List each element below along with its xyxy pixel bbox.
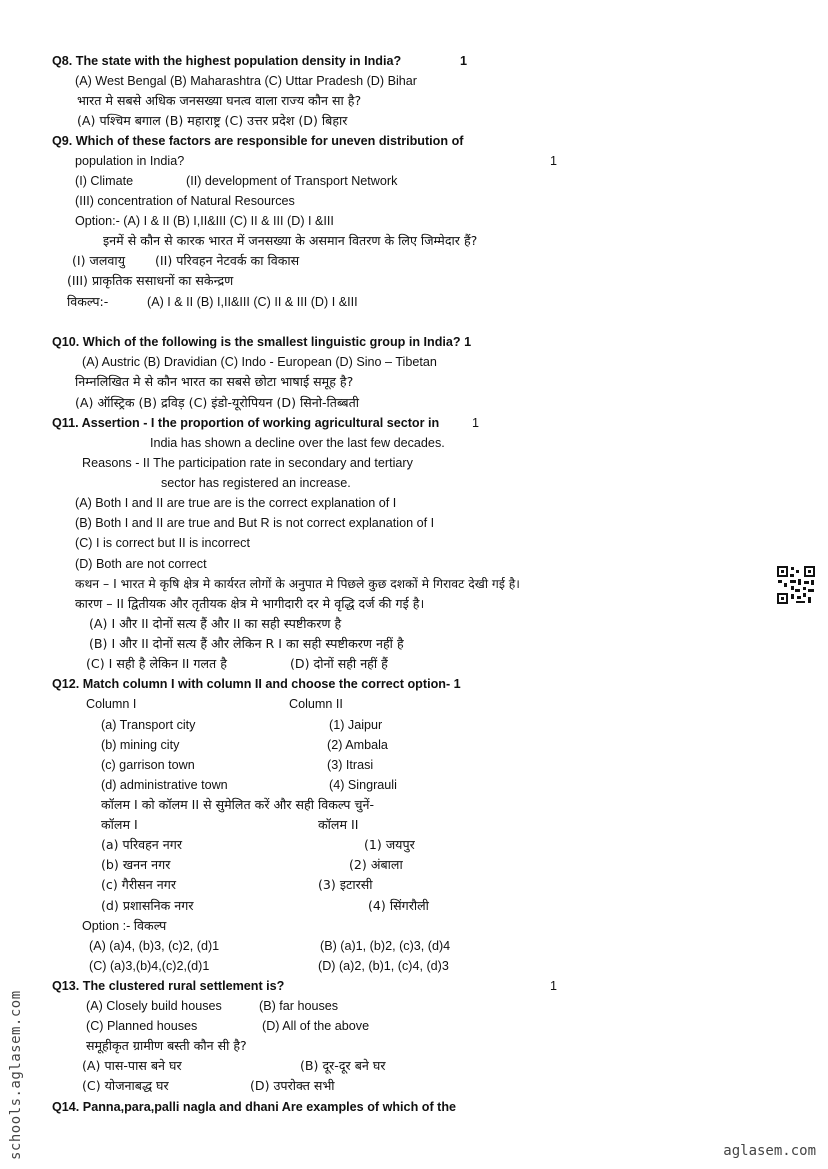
q13-option-d: (D) All of the above <box>262 1019 370 1033</box>
q13-hindi-option-a: (A) पास-पास बने घर <box>82 1058 182 1073</box>
q12-hindi-row-b-left: (b) खनन नगर <box>101 857 171 872</box>
q12-row-a-right: (1) Jaipur <box>329 718 383 732</box>
q12-hindi-column1-header: कॉलम I <box>101 817 138 832</box>
q11-reason-line2: sector has registered an increase. <box>161 476 351 490</box>
qr-code-icon <box>776 565 816 605</box>
q12-option-c: (C) (a)3,(b)4,(c)2,(d)1 <box>89 959 210 973</box>
q8-question: Q8. The state with the highest population density in India? <box>52 54 402 68</box>
q8-marks: 1 <box>460 54 468 68</box>
q9-hindi-options: (A) I & II (B) I,II&III (C) II & III (D) I &III <box>147 295 358 309</box>
q12-question: Q12. Match column I with column II and choose the correct option- 1 <box>52 677 461 691</box>
q8-hindi-question: भारत मे सबसे अधिक जनसख्या घनत्व वाला राज्य कौन सा है? <box>77 93 362 108</box>
q12-option-b: (B) (a)1, (b)2, (c)3, (d)4 <box>320 939 451 953</box>
q10-question: Q10. Which of the following is the smallest linguistic group in India? 1 <box>52 335 472 349</box>
q11-option-c: (C) I is correct but II is incorrect <box>75 536 250 550</box>
q13-option-b: (B) far houses <box>259 999 339 1013</box>
q9-question-line1: Q9. Which of these factors are responsible for uneven distribution of <box>52 134 464 148</box>
side-watermark: schools.aglasem.com <box>8 990 24 1160</box>
q12-row-b-left: (b) mining city <box>101 738 180 752</box>
q12-row-c-right: (3) Itrasi <box>327 758 374 772</box>
q12-option-label: Option :- विकल्प <box>82 919 167 933</box>
q11-option-b: (B) Both I and II are true and But R is not correct explanation of I <box>75 516 435 530</box>
q9-factor-ii: (II) development of Transport Network <box>186 174 398 188</box>
q13-option-c: (C) Planned houses <box>86 1019 198 1033</box>
q10-options: (A) Austric (B) Dravidian (C) Indo - European (D) Sino – Tibetan <box>82 355 437 369</box>
q9-hindi-question: इनमें से कौन से कारक भारत में जनसख्या के असमान वितरण के लिए जिम्मेदार हैं? <box>103 233 478 248</box>
q13-marks: 1 <box>550 979 558 993</box>
q11-hindi-option-d: (D) दोनों सही नहीं हैं <box>290 656 388 671</box>
q11-hindi-reason: कारण – II द्वितीयक और तृतीयक क्षेत्र मे भागीदारी दर मे वृद्धि दर्ज की गई है। <box>75 596 425 611</box>
q13-hindi-question: समूहीकृत ग्रामीण बस्ती कौन सी है? <box>86 1038 247 1053</box>
q11-assertion-line2: India has shown a decline over the last few decades. <box>150 436 445 450</box>
q12-option-d: (D) (a)2, (b)1, (c)4, (d)3 <box>318 959 449 973</box>
q12-hindi-column2-header: कॉलम II <box>318 817 359 832</box>
q13-hindi-option-b: (B) दूर-दूर बने घर <box>300 1058 386 1073</box>
q13-hindi-option-d: (D) उपरोक्त सभी <box>250 1078 335 1093</box>
q13-question: Q13. The clustered rural settlement is? <box>52 979 285 993</box>
q11-hindi-option-c: (C) I सही है लेकिन II गलत है <box>86 656 227 671</box>
q12-hindi-row-d-left: (d) प्रशासनिक नगर <box>101 898 194 913</box>
q9-factor-i: (I) Climate <box>75 174 134 188</box>
q12-row-b-right: (2) Ambala <box>327 738 388 752</box>
q12-row-d-left: (d) administrative town <box>101 778 228 792</box>
q12-hindi-row-c-left: (c) गैरीसन नगर <box>101 877 176 892</box>
q12-hindi-row-b-right: (2) अंबाला <box>349 857 403 872</box>
q12-hindi-row-d-right: (4) सिंगरौली <box>368 898 429 913</box>
footer-watermark: aglasem.com <box>723 1143 816 1159</box>
q11-reason-line1: Reasons - II The participation rate in secondary and tertiary <box>82 456 413 470</box>
q8-options: (A) West Bengal (B) Maharashtra (C) Uttar Pradesh (D) Bihar <box>75 74 417 88</box>
q10-hindi-question: निम्नलिखित मे से कौन भारत का सबसे छोटा भाषाई समूह है? <box>75 374 354 389</box>
q11-hindi-option-b: (B) I और II दोनों सत्य हैं और लेकिन R I का सही स्पष्टीकरण नहीं है <box>89 636 404 651</box>
q9-marks: 1 <box>550 154 558 168</box>
q11-hindi-option-a: (A) I और II दोनों सत्य हैं और II का सही स्पष्टीकरण है <box>89 616 342 631</box>
q11-hindi-assertion: कथन – I भारत मे कृषि क्षेत्र मे कार्यरत लोगों के अनुपात मे पिछले कुछ दशकों मे गिरावट देखी गई है। <box>75 577 520 591</box>
q9-hindi-factor-iii: (III) प्राकृतिक ससाधनों का सकेन्द्रण <box>67 273 234 288</box>
q9-question-line2: population in India? <box>75 154 185 168</box>
q12-hindi-row-a-left: (a) परिवहन नगर <box>101 837 183 852</box>
q12-column2-header: Column II <box>289 697 343 711</box>
q10-hindi-options: (A) ऑस्ट्रिक (B) द्रविड़ (C) इंडो-यूरोपियन (D) सिनो-तिब्बती <box>75 395 360 410</box>
q12-row-a-left: (a) Transport city <box>101 718 196 732</box>
q12-hindi-row-a-right: (1) जयपुर <box>364 837 415 852</box>
q12-row-d-right: (4) Singrauli <box>329 778 397 792</box>
q14-question: Q14. Panna,para,palli nagla and dhani Are examples of which of the <box>52 1100 457 1114</box>
q11-assertion-line1: Q11. Assertion - I the proportion of working agricultural sector in <box>52 416 440 430</box>
q9-hindi-factor-ii: (II) परिवहन नेटवर्क का विकास <box>155 253 300 268</box>
q9-hindi-factor-i: (I) जलवायु <box>72 253 125 268</box>
q12-hindi-question: कॉलम I को कॉलम II से सुमेलित करें और सही विकल्प चुनें- <box>101 797 374 812</box>
q12-hindi-row-c-right: (3) इटारसी <box>318 877 373 892</box>
q12-column1-header: Column I <box>86 697 137 711</box>
q9-options: Option:- (A) I & II (B) I,II&III (C) II & III (D) I &III <box>75 214 334 228</box>
q9-factor-iii: (III) concentration of Natural Resources <box>75 194 295 208</box>
q9-hindi-option-label: विकल्प:- <box>67 294 109 309</box>
q11-marks: 1 <box>472 416 480 430</box>
q11-option-d: (D) Both are not correct <box>75 557 207 571</box>
q12-option-a: (A) (a)4, (b)3, (c)2, (d)1 <box>89 939 220 953</box>
q13-option-a: (A) Closely build houses <box>86 999 222 1013</box>
q8-hindi-options: (A) पश्चिम बगाल (B) महाराष्ट्र (C) उत्तर प्रदेश (D) बिहार <box>77 113 348 128</box>
q12-row-c-left: (c) garrison town <box>101 758 195 772</box>
q11-option-a: (A) Both I and II are true are is the correct explanation of I <box>75 496 397 510</box>
q13-hindi-option-c: (C) योजनाबद्ध घर <box>82 1078 169 1093</box>
